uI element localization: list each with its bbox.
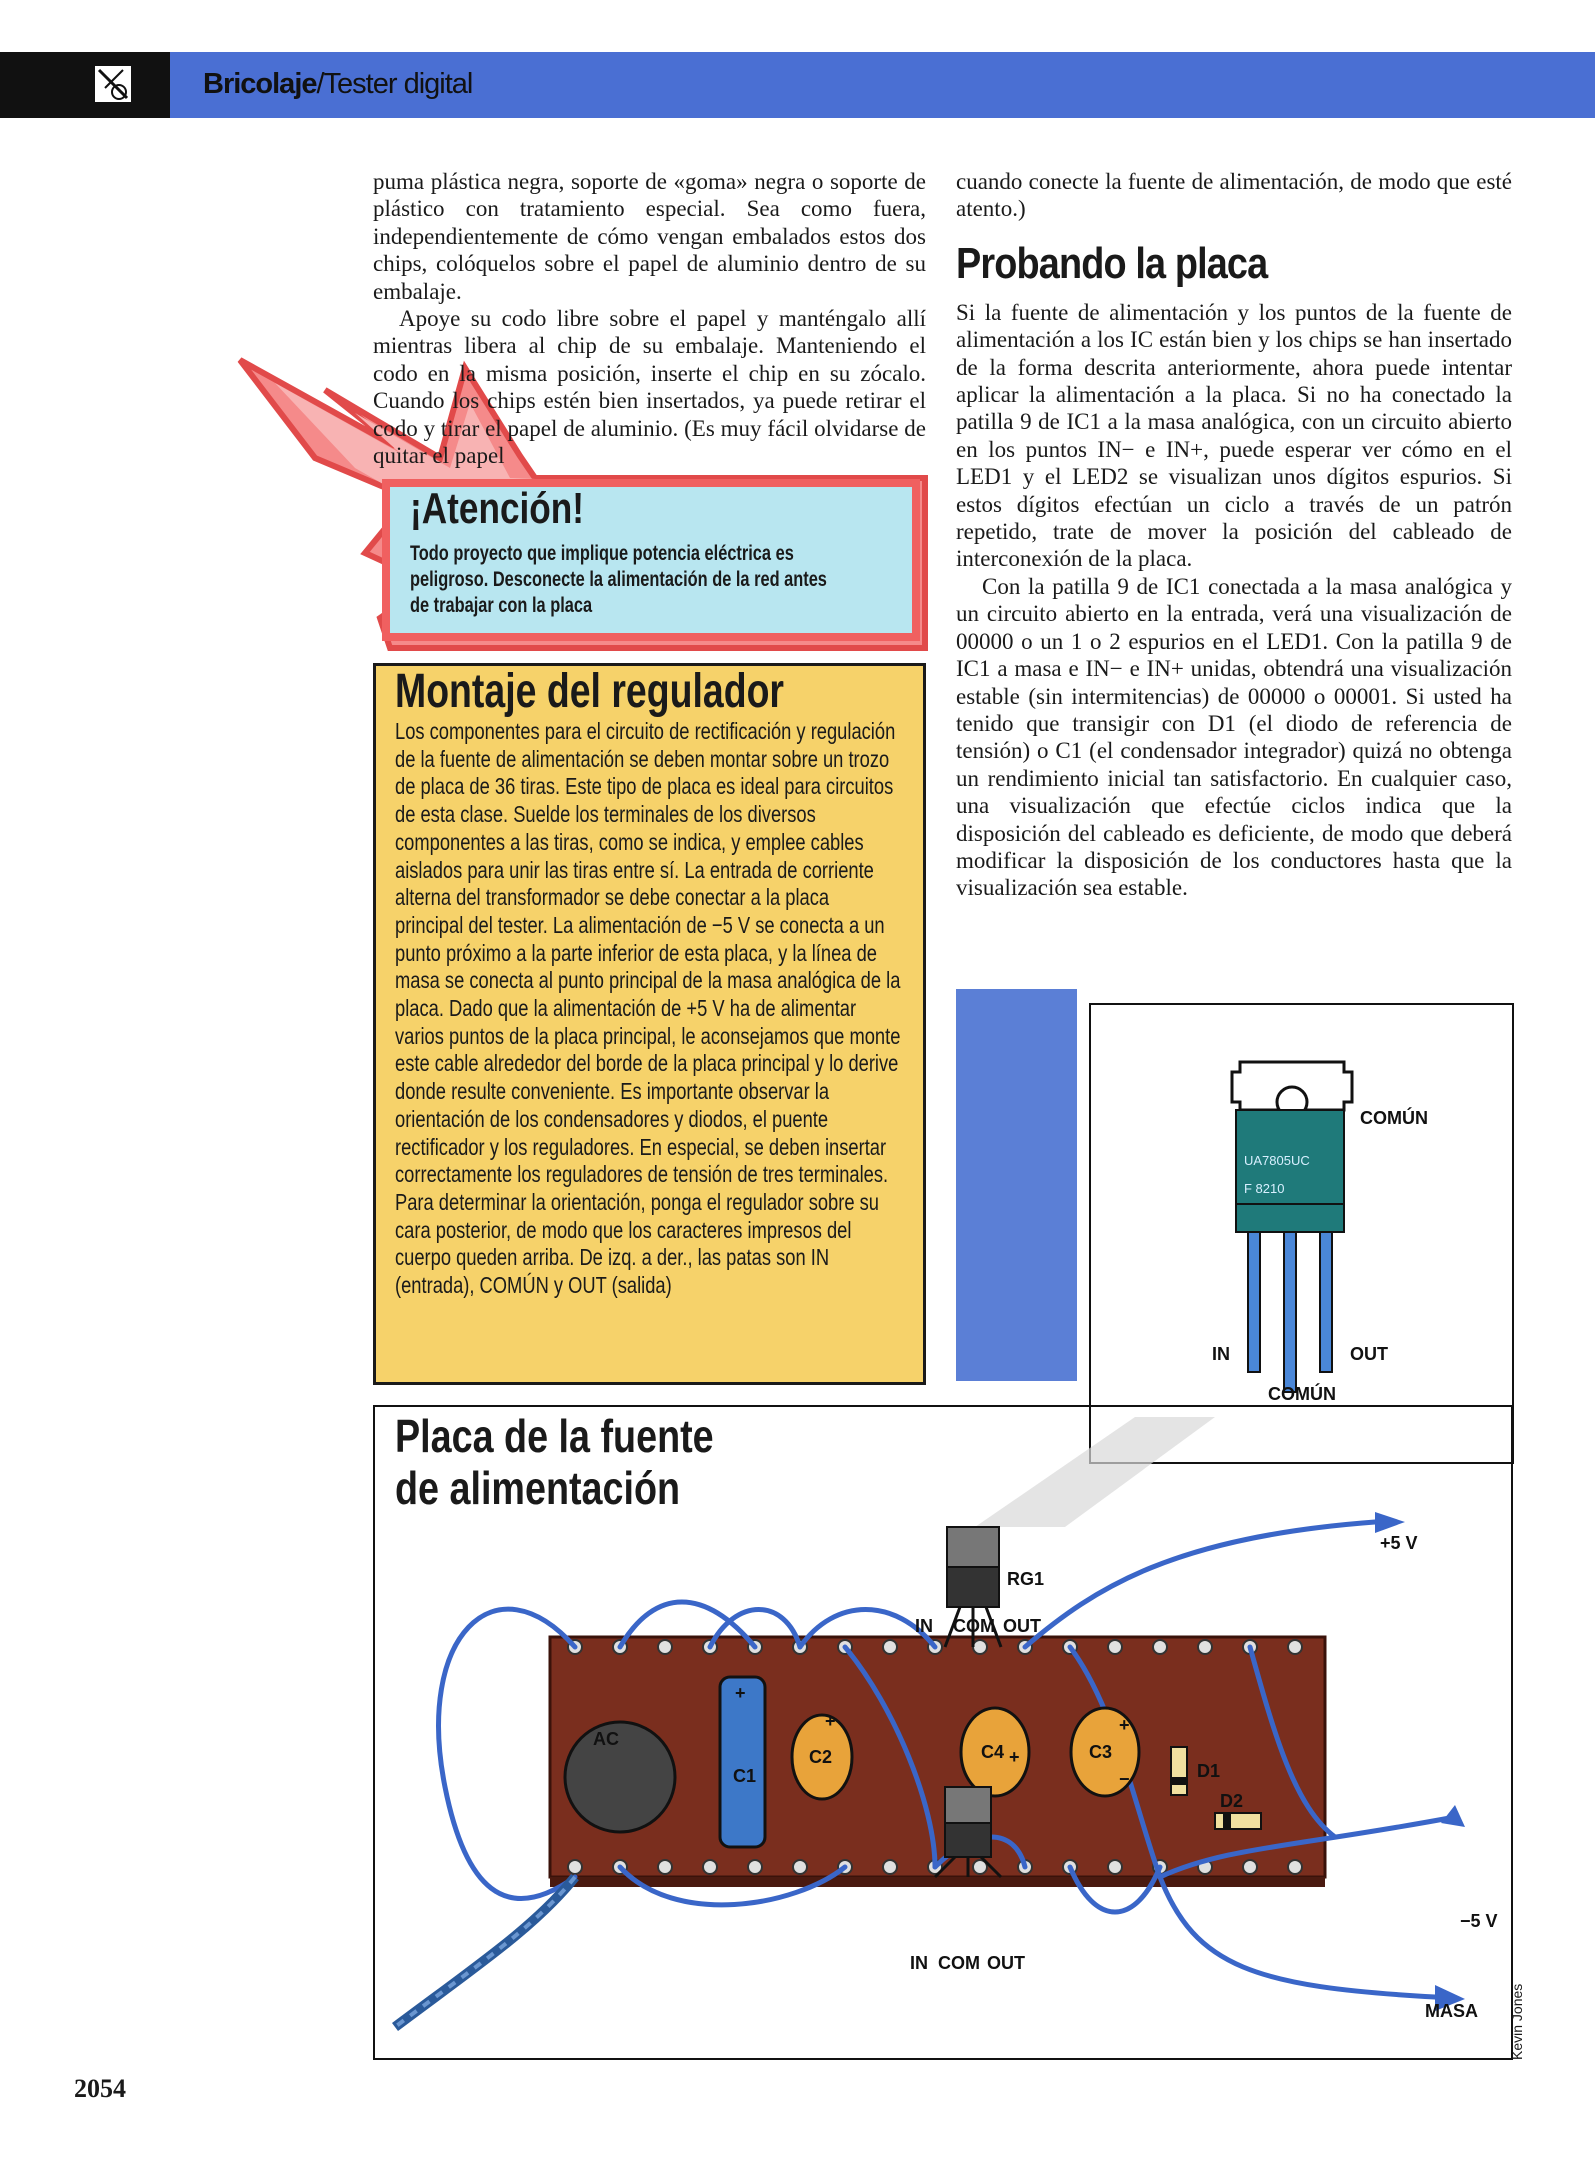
right-paragraph-2: Si la fuente de alimentación y los puntos de la fuente de alimentación a los IC están bien y los chips se han insertado de la forma descrita anteriormente, ahora puede intentar aplicar la alimentación a la placa. Si no ha conectado la patilla 9 de IC1 a la masa analógica, con un circuito abierto en los puntos IN− e IN+, puede esperar ver cómo en el LED1 y el LED2 se visualizan unos dígitos espurios. Si estos dígitos efectúan un ciclo a través de un patrón repetido, trate de mover la posición del cableado de interconexión de la placa.	[956, 299, 1512, 572]
label-rg1-com: COM	[953, 1616, 995, 1636]
regulator-marking-1: UA7805UC	[1244, 1153, 1310, 1168]
label-c3-minus: −	[1119, 1769, 1130, 1789]
left-paragraph-1: puma plástica negra, soporte de «goma» negra o soporte de plástico con tratamiento especial. Sea como fuera, independientemente de cómo vengan embalados estos dos chips, colóquelos sobre el papel de aluminio dentro de su embalaje.	[373, 169, 926, 304]
regulator-info-text: Los componentes para el circuito de rectificación y regulación de la fuente de alimentación se deben montar sobre un trozo de placa de 36 tiras. Este tipo de placa es ideal para circuitos de esta clase. Suelde los terminales de los diversos componentes a las tiras, como se indica, y emplee cables aislados para unir las tiras entre sí. La entrada de corriente alterna del transformador se debe conectar a la placa principal del tester. La alimentación de −5 V se conecta a un punto próximo a la parte inferior de esta placa, y la línea de masa se conecta al punto principal de la masa analógica de la placa. Dado que la alimentación de +5 V ha de alimentar varios puntos de la placa principal, le aconsejamos que monte este cable alrededor del borde de la placa principal y lo derive donde resulte conveniente. Es importante observar la orientación de los condensadores y diodos, el puente rectificador y los reguladores. En especial, se deben insertar correctamente los reguladores de tensión de tres terminales. Para determinar la orientación, ponga el regulador sobre su cara posterior, de modo que los caracteres impresos del cuerpo queden arriba. De izq. a der., las patas son IN (entrada), COMÚN y OUT (salida)	[395, 718, 901, 1299]
label-in: IN	[1212, 1344, 1230, 1364]
label-c1: C1	[733, 1766, 757, 1786]
label-ac: AC	[593, 1729, 619, 1749]
power-board-illustration	[375, 1407, 1511, 2058]
section-name: Bricolaje	[203, 68, 317, 100]
section-subtitle: /Tester digital	[316, 68, 473, 100]
power-board-title-line-1: Placa de la fuente	[395, 1410, 714, 1462]
warning-text: Todo proyecto que implique potencia eléctrica es peligroso. Desconecte la alimentación de la red antes de trabajar con la placa	[410, 542, 827, 617]
left-column	[373, 168, 926, 469]
label-out: OUT	[1350, 1344, 1388, 1364]
label-rg1: RG1	[1007, 1569, 1045, 1589]
page-number: 2054	[74, 2074, 126, 2103]
label-c1-plus: +	[735, 1683, 746, 1703]
label-rg2-com: COM	[938, 1953, 980, 1973]
regulator-info-title: Montaje del regulador	[395, 665, 785, 718]
illustration-credit: Kevin Jones	[1509, 1983, 1525, 2060]
label-c2: C2	[809, 1747, 833, 1767]
label-d2: D2	[1220, 1791, 1244, 1811]
section-heading: Probando la placa	[956, 238, 1268, 288]
label-d1: D1	[1197, 1761, 1221, 1781]
right-paragraph-1: cuando conecte la fuente de alimentación, de modo que esté atento.)	[956, 169, 1512, 222]
regulator-marking-2: F 8210	[1244, 1181, 1285, 1196]
label-c3-plus: +	[1119, 1715, 1130, 1735]
left-paragraph-2: Apoye su codo libre sobre el papel y manténgalo allí mientras libera al chip de su embalaje. Manteniendo el codo en la misma posición, inserte el chip en su zócalo. Cuando los chips estén bien insertados, ya puede retirar el codo y tirar el papel de aluminio. (Es muy fácil olvidarse de quitar el papel	[373, 306, 926, 469]
right-paragraph-3: Con la patilla 9 de IC1 conectada a la masa analógica y un circuito abierto en la entrada, verá una visualización de 00000 o un 1 o 2 espurios en el LED1. Con la patilla 9 de IC1 a masa e IN− e IN+ unidas, obtendrá una visualización estable (sin intermitencias) de 00000 o 00001. Si usted ha tenido que transigir con D1 (el diodo de referencia de tensión) o C1 (el condensador integrador) quizá no obtenga un rendimiento inicial tan satisfactorio. En cualquier caso, una visualización que efectúe ciclos indica que la disposición del cableado es deficiente, de modo que deberá modificar la disposición de los conductores hasta que la visualización sea estable.	[956, 573, 1512, 901]
label-masa: MASA	[1425, 2001, 1478, 2021]
blue-accent-bar	[956, 989, 1077, 1381]
label-plus-5v: +5 V	[1380, 1533, 1418, 1553]
label-c2-plus: +	[825, 1711, 836, 1731]
header-logo-box	[0, 52, 170, 118]
label-rg1-in: IN	[915, 1616, 933, 1636]
right-column	[956, 168, 1512, 902]
label-c3: C3	[1089, 1742, 1113, 1762]
label-rg1-out: OUT	[1003, 1616, 1041, 1636]
label-c4: C4	[981, 1742, 1005, 1762]
label-minus-5v: −5 V	[1460, 1911, 1498, 1931]
tools-icon	[93, 64, 133, 104]
label-comun-top: COMÚN	[1360, 1108, 1428, 1128]
warning-title: ¡Atención!	[410, 484, 585, 533]
power-board-title-line-2: de alimentación	[395, 1462, 681, 1514]
regulator-detail-illustration	[1088, 1002, 1515, 1465]
label-rg2-in: IN	[910, 1953, 928, 1973]
section-title	[203, 64, 472, 104]
label-comun-bottom: COMÚN	[1268, 1384, 1336, 1404]
label-rg2-out: OUT	[987, 1953, 1025, 1973]
label-c4-plus: +	[1009, 1747, 1020, 1767]
